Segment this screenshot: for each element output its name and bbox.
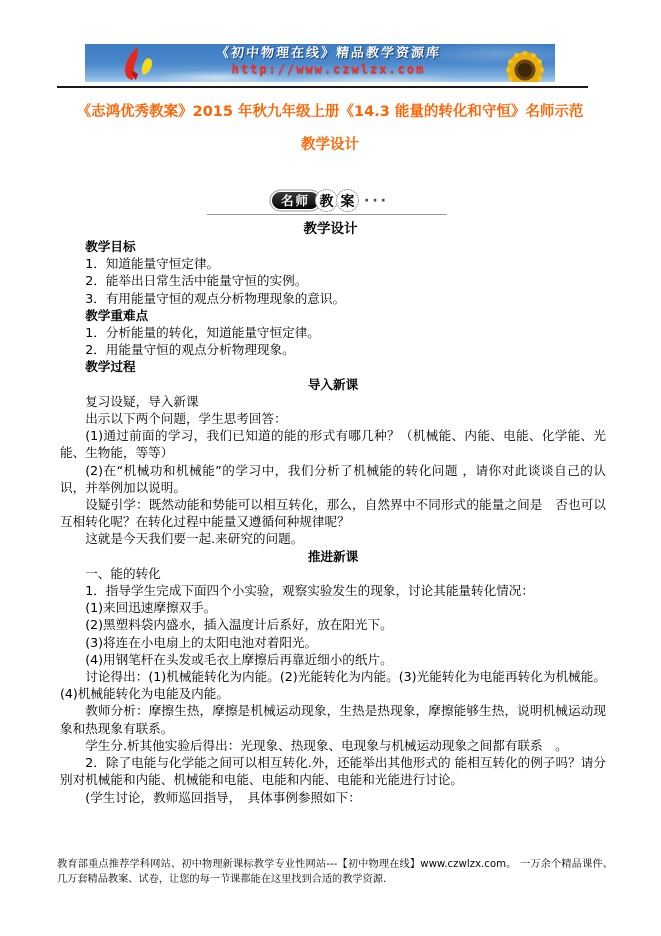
sunflower-image: [477, 44, 555, 82]
paragraph: 出示以下两个问题，学生思考回答：: [85, 411, 287, 427]
paragraph: 1．指导学生完成下面四个小实验，观察实验发生的现象，讨论其能量转化情况：: [85, 583, 534, 599]
paragraph: 设疑引学：既然动能和势能可以相互转化，那么，自然界中不同形式的能量之间是 否也可以互相转化呢？在转化过程中能量又遵循何种规律呢？: [60, 497, 606, 530]
paragraph: 讨论得出：(1)机械能转化为内能。(2)光能转化为内能。(3)光能转化为电能再转化为机械能。(4)机械能转化为电能及内能。: [60, 669, 606, 702]
badge-dots: ···: [364, 192, 389, 209]
paragraph: 这就是今天我们要一起.来研究的问题。: [85, 531, 304, 547]
document-title: [30, 96, 630, 162]
paragraph: 3．有用能量守恒的观点分析物理现象的意识。: [85, 290, 346, 306]
paragraph: (学生讨论，教师巡回指导， 具体事例参照如下：: [85, 789, 361, 805]
paragraph: 导入新课: [307, 376, 359, 392]
document-title-line2: 教学设计: [301, 137, 359, 153]
paragraph: 2．除了电能与化学能之间可以相互转化.外，还能举出其他形式的 能相互转化的例子吗？请分别对机械能和内能、机械能和电能、电能和内能、电能和光能进行讨论。: [60, 755, 606, 788]
paragraph: (3)将连在小电扇上的太阳电池对着阳光。: [85, 634, 318, 650]
header-divider: [57, 86, 588, 88]
paragraph: 1．分析能量的转化，知道能量守恒定律。: [85, 325, 320, 341]
document-title-line1: 《志鸿优秀教案》2015 年秋九年级上册《14.3 能量的转化和守恒》名师示范: [76, 104, 584, 120]
section-heading: 教学设计: [303, 221, 358, 237]
paragraph: 1．知道能量守恒定律。: [85, 256, 220, 272]
paragraph: 教学目标: [85, 239, 136, 254]
banner-site-title: 《初中物理在线》精品教学资源库: [215, 46, 442, 61]
site-banner: [85, 44, 555, 82]
paragraph: (1)来回迅速摩擦双手。: [85, 600, 217, 616]
paragraph: 教学过程: [85, 359, 136, 375]
document-body: [60, 238, 606, 806]
badge-circle-an: 案: [336, 189, 359, 212]
site-logo-icon: [115, 46, 167, 82]
badge-divider: [207, 214, 447, 215]
mingshi-jiaoan-badge: [0, 189, 661, 212]
page-footer: [57, 857, 613, 887]
paragraph: 2．能举出日常生活中能量守恒的实例。: [85, 273, 308, 289]
paragraph: 推进新课: [307, 548, 359, 564]
banner-site-url: http://www.czwlzx.com: [231, 62, 426, 76]
banner-text-block: [180, 46, 477, 77]
paragraph: 教师分析：摩擦生热，摩擦是机械运动现象，生热是热现象，摩擦能够生热，说明机械运动现象和热现象有联系。: [60, 703, 606, 736]
paragraph: 一、能的转化: [85, 565, 161, 581]
footer-text: 教育部重点推荐学科网站、初中物理新课标教学专业性网站---【初中物理在线】www.czwlzx.com。 一万余个精品课件、几万套精品教案、试卷，让您的每一节课都能在这里找到合适的教学资源.: [57, 859, 613, 885]
badge-label-mingshi: 名师: [272, 192, 319, 209]
paragraph: 复习设疑，导入新课: [85, 393, 199, 409]
paragraph: (2)在“机械功和机械能”的学习中，我们分析了机械能的转化问题 ，请你对此谈谈自己的认识，并举例加以说明。: [60, 462, 606, 495]
paragraph: 学生分.析其他实验后得出：光现象、热现象、电现象与机械运动现象之间都有联系 。: [85, 737, 568, 753]
paragraph: 2．用能量守恒的观点分析物理现象。: [85, 342, 295, 358]
paragraph: (1)通过前面的学习，我们已知道的能的形式有哪几种？（机械能、内能、电能、化学能、光能、生物能，等等）: [60, 428, 606, 461]
badge-circle-jiao: 教: [315, 189, 338, 212]
paragraph: (4)用钢笔杆在头发或毛衣上摩擦后再靠近细小的纸片。: [85, 651, 393, 667]
paragraph: (2)黑塑料袋内盛水，插入温度计后系好，放在阳光下。: [85, 617, 393, 633]
paragraph: 教学重难点: [85, 307, 149, 323]
